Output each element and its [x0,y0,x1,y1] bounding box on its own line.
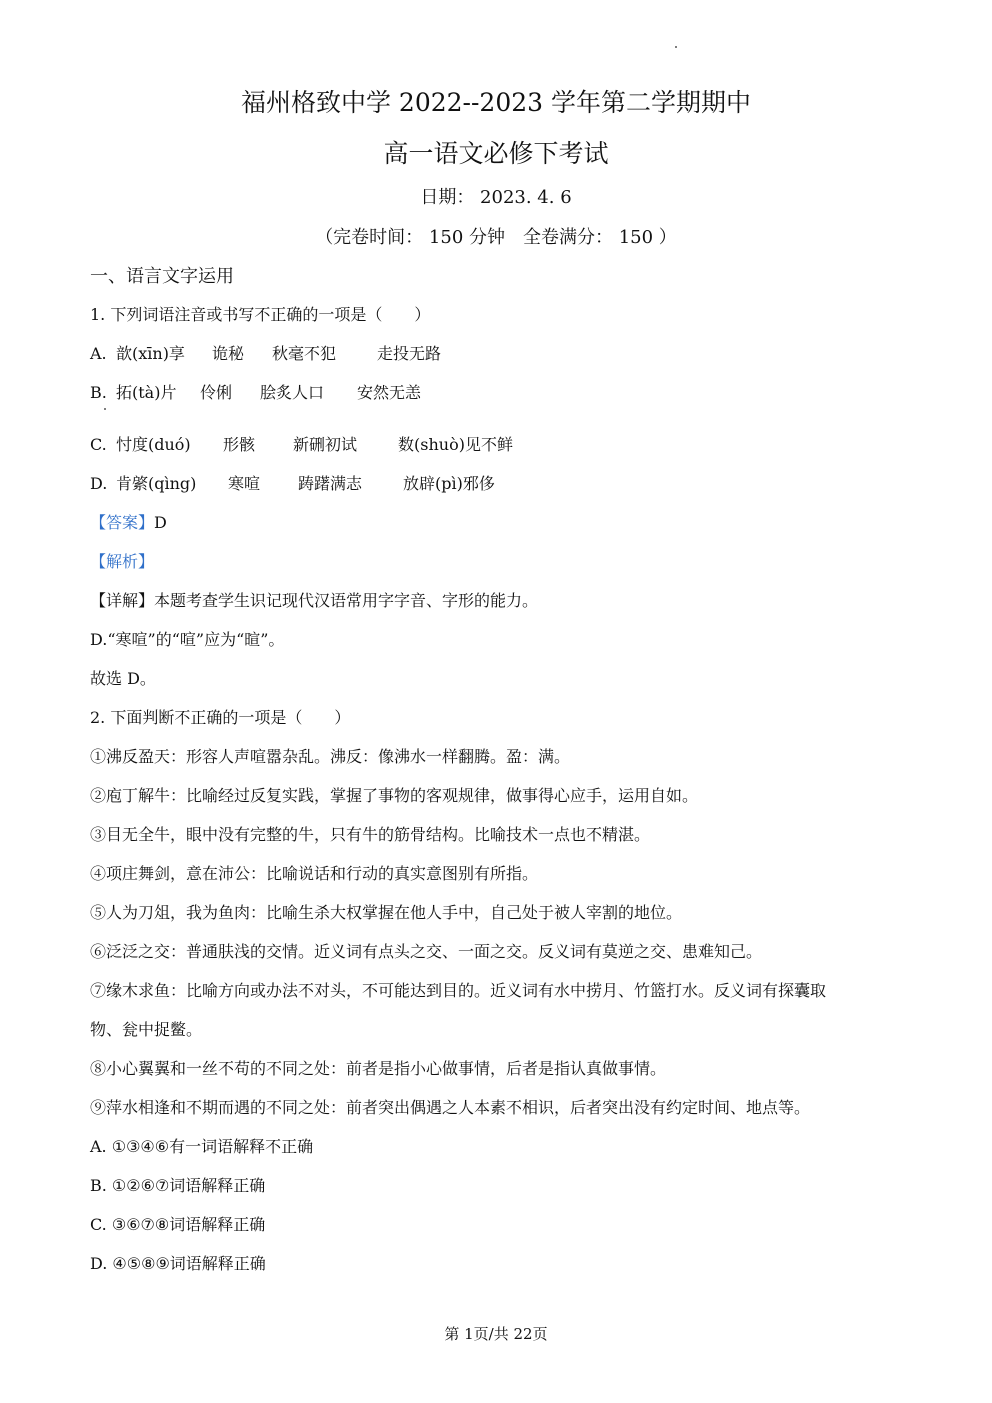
option-word: 踌躇满志 [298,474,363,493]
question-1-stem: 1. 下列词语注音或书写不正确的一项是（ ） [90,305,431,324]
option-word: 肯綮(qìng) [116,474,197,493]
scan-dot [675,46,677,48]
question-2-item-continued: 物、瓮中捉鳖。 [90,1020,203,1039]
question-2-item: ⑥泛泛之交：普通肤浅的交情。近义词有点头之交、一面之交。反义词有莫逆之交、患难知己。 [90,942,763,961]
question-2-option-d: D. ④⑤⑧⑨词语解释正确 [90,1254,266,1273]
option-word: 寒喧 [228,474,261,493]
conclusion-text: 故选 D。 [90,669,156,688]
option-word: 走投无路 [377,344,442,363]
question-2-option-a: A. ①③④⑥有一词语解释不正确 [90,1137,314,1156]
question-2-item: ⑧小心翼翼和一丝不苟的不同之处：前者是指小心做事情，后者是指认真做事情。 [90,1059,667,1078]
option-word: 拓(tà)片 [116,383,177,402]
option-label: A. [90,344,107,363]
question-2-option-c: C. ③⑥⑦⑧词语解释正确 [90,1215,266,1234]
option-word: 诡秘 [212,344,245,363]
option-word: 新硎初试 [293,435,358,454]
question-1-option-a [90,346,441,362]
scan-dot [104,408,106,410]
option-word: 放辟(pì)邪侈 [403,474,495,493]
option-word: 安然无恙 [357,383,422,402]
exam-title: 福州格致中学 2022--2023 学年第二学期期中 [240,88,752,117]
question-1-option-b [90,385,421,401]
question-2-item: ⑨萍水相逢和不期而遇的不同之处：前者突出偶遇之人本素不相识，后者突出没有约定时间、地点等。 [90,1098,811,1117]
option-label: C. [90,435,107,454]
option-word: 秋毫不犯 [272,344,337,363]
section-heading: 一、语言文字运用 [90,266,234,287]
question-2-item: ⑤人为刀俎，我为鱼肉：比喻生杀大权掌握在他人手中，自己处于被人宰割的地位。 [90,903,683,922]
option-word: 伶俐 [200,383,233,402]
question-2-item: ⑦缘木求鱼：比喻方向或办法不对头，不可能达到目的。近义词有水中捞月、竹篮打水。反义词有探囊取 [90,981,827,1000]
page-number: 第 1页/共 22页 [444,1325,548,1343]
question-2-item: ③目无全牛，眼中没有完整的牛，只有牛的筋骨结构。比喻技术一点也不精湛。 [90,825,651,844]
question-2-item: ①沸反盈天：形容人声喧嚣杂乱。沸反：像沸水一样翻腾。盈：满。 [90,747,571,766]
exam-info: （完卷时间： 150 分钟 全卷满分： 150 ） [315,227,677,248]
question-2-item: ④项庄舞剑，意在沛公：比喻说话和行动的真实意图别有所指。 [90,864,539,883]
exam-date: 日期： 2023. 4. 6 [420,187,572,208]
option-word: 形骸 [223,435,256,454]
exam-subtitle: 高一语文必修下考试 [383,139,609,168]
detail-text: 【详解】本题考查学生识记现代汉语常用字字音、字形的能力。 [90,591,539,610]
option-label: D. [90,474,108,493]
question-1-option-d [90,476,495,492]
answer-tag: 【答案】 [90,513,155,532]
option-word: 歆(xīn)享 [116,344,185,363]
question-2-option-b: B. ①②⑥⑦词语解释正确 [90,1176,266,1195]
question-1-option-c [90,437,513,453]
answer-line [90,515,167,531]
analysis-tag: 【解析】 [90,552,155,571]
question-2-stem: 2. 下面判断不正确的一项是（ ） [90,708,351,727]
option-word: 脍炙人口 [260,383,325,402]
option-word: 数(shuò)见不鲜 [398,435,513,454]
answer-value: D [154,513,167,532]
option-word: 忖度(duó) [116,435,191,454]
question-2-item: ②庖丁解牛：比喻经过反复实践，掌握了事物的客观规律，做事得心应手，运用自如。 [90,786,699,805]
explain-text: D.“寒喧”的“喧”应为“暄”。 [90,630,285,649]
option-label: B. [90,383,107,402]
